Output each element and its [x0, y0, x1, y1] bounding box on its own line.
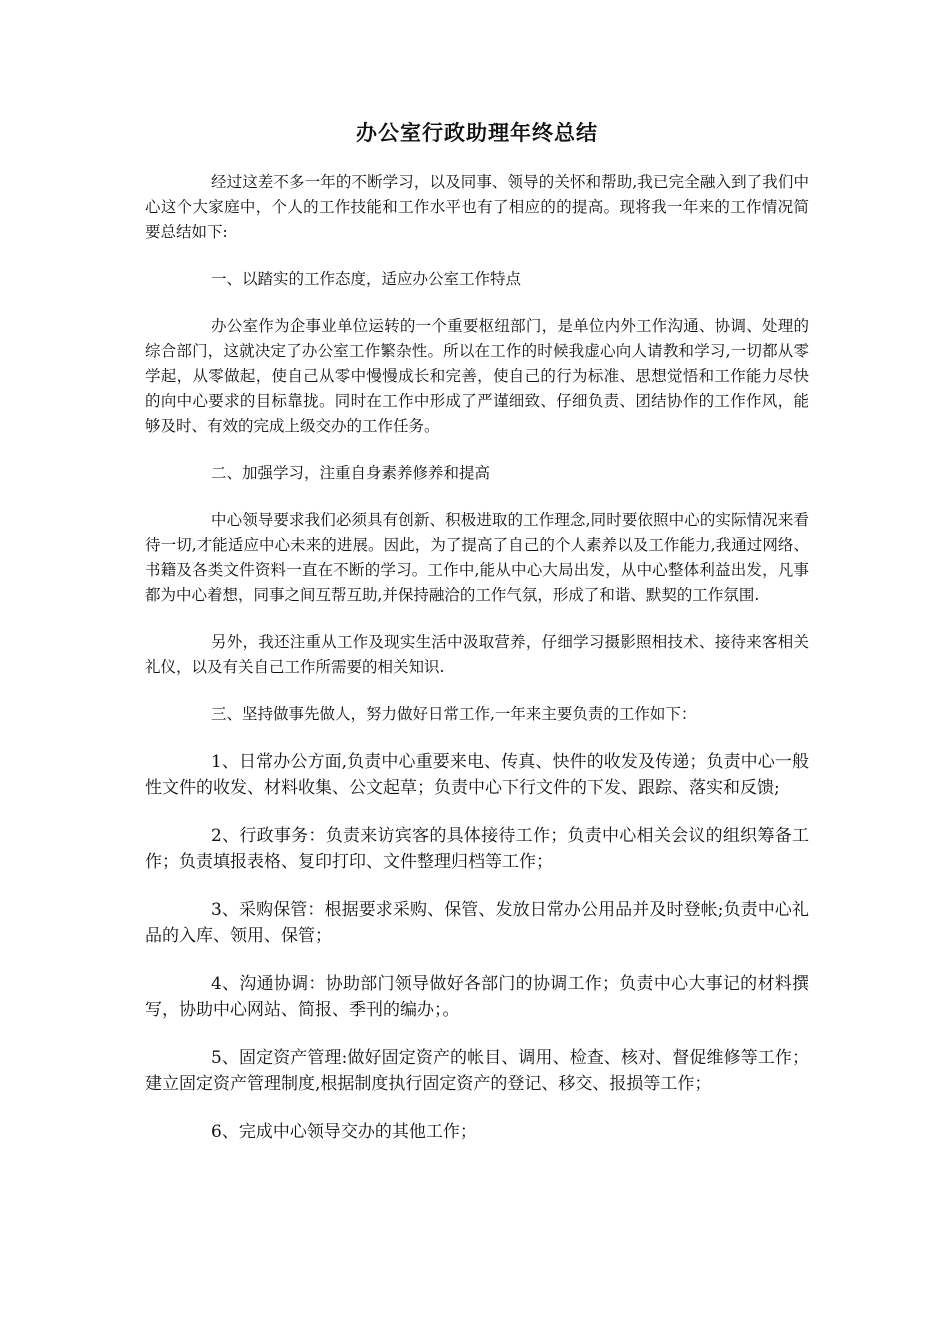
work-item-1: 1、日常办公方面,负责中心重要来电、传真、快件的收发及传递；负责中心一般性文件的收发、材料收集、公文起草；负责中心下行文件的下发、跟踪、落实和反馈; [145, 752, 809, 798]
work-item-6: 6、完成中心领导交办的其他工作； [211, 1122, 477, 1142]
work-item-5: 5、固定资产管理:做好固定资产的帐目、调用、检查、核对、督促维修等工作；建立固定资产管理制度,根据制度执行固定资产的登记、移交、报损等工作； [145, 1048, 809, 1094]
work-item-2: 2、行政事务：负责来访宾客的具体接待工作；负责中心相关会议的组织筹备工作；负责填报表格、复印打印、文件整理归档等工作； [145, 826, 809, 872]
document-page [145, 118, 809, 1167]
section-1-heading: 一、以踏实的工作态度，适应办公室工作特点 [211, 270, 522, 288]
document-title: 办公室行政助理年终总结 [356, 120, 598, 145]
work-item-4: 4、沟通协调：协助部门领导做好各部门的协调工作；负责中心大事记的材料撰写，协助中心网站、简报、季刊的编办；。 [145, 974, 809, 1020]
section-2-extra-paragraph: 另外，我还注重从工作及现实生活中汲取营养，仔细学习摄影照相技术、接待来客相关礼仪，以及有关自己工作所需要的相关知识. [145, 633, 809, 676]
work-item-3: 3、采购保管：根据要求采购、保管、发放日常办公用品并及时登帐;负责中心礼品的入库、领用、保管； [145, 900, 809, 946]
section-2-paragraph: 中心领导要求我们必须具有创新、积极进取的工作理念,同时要依照中心的实际情况来看待一切,才能适应中心未来的进展。因此，为了提高了自己的个人素养以及工作能力,我通过网络、书籍及各类文件资料一直在不断的学习。工作中,能从中心大局出发，从中心整体利益出发，凡事都为中心着想，同事之间互帮互助,并保持融洽的工作气氛，形成了和谐、默契的工作氛围. [145, 511, 809, 604]
intro-paragraph: 经过这差不多一年的不断学习，以及同事、领导的关怀和帮助,我已完全融入到了我们中心这个大家庭中，个人的工作技能和工作水平也有了相应的的提高。现将我一年来的工作情况简要总结如下: [145, 173, 809, 241]
section-2-heading: 二、加强学习，注重自身素养修养和提高 [211, 464, 491, 482]
section-1-paragraph: 办公室作为企事业单位运转的一个重要枢纽部门，是单位内外工作沟通、协调、处理的综合部门，这就决定了办公室工作繁杂性。所以在工作的时候我虚心向人请教和学习,一切都从零学起，从零做起，使自己从零中慢慢成长和完善，使自己的行为标准、思想觉悟和工作能力尽快的向中心要求的目标靠拢。同时在工作中形成了严谨细致、仔细负责、团结协作的工作作风，能够及时、有效的完成上级交办的工作任务。 [145, 317, 809, 435]
section-3-heading: 三、坚持做事先做人，努力做好日常工作,一年来主要负责的工作如下： [211, 705, 697, 723]
